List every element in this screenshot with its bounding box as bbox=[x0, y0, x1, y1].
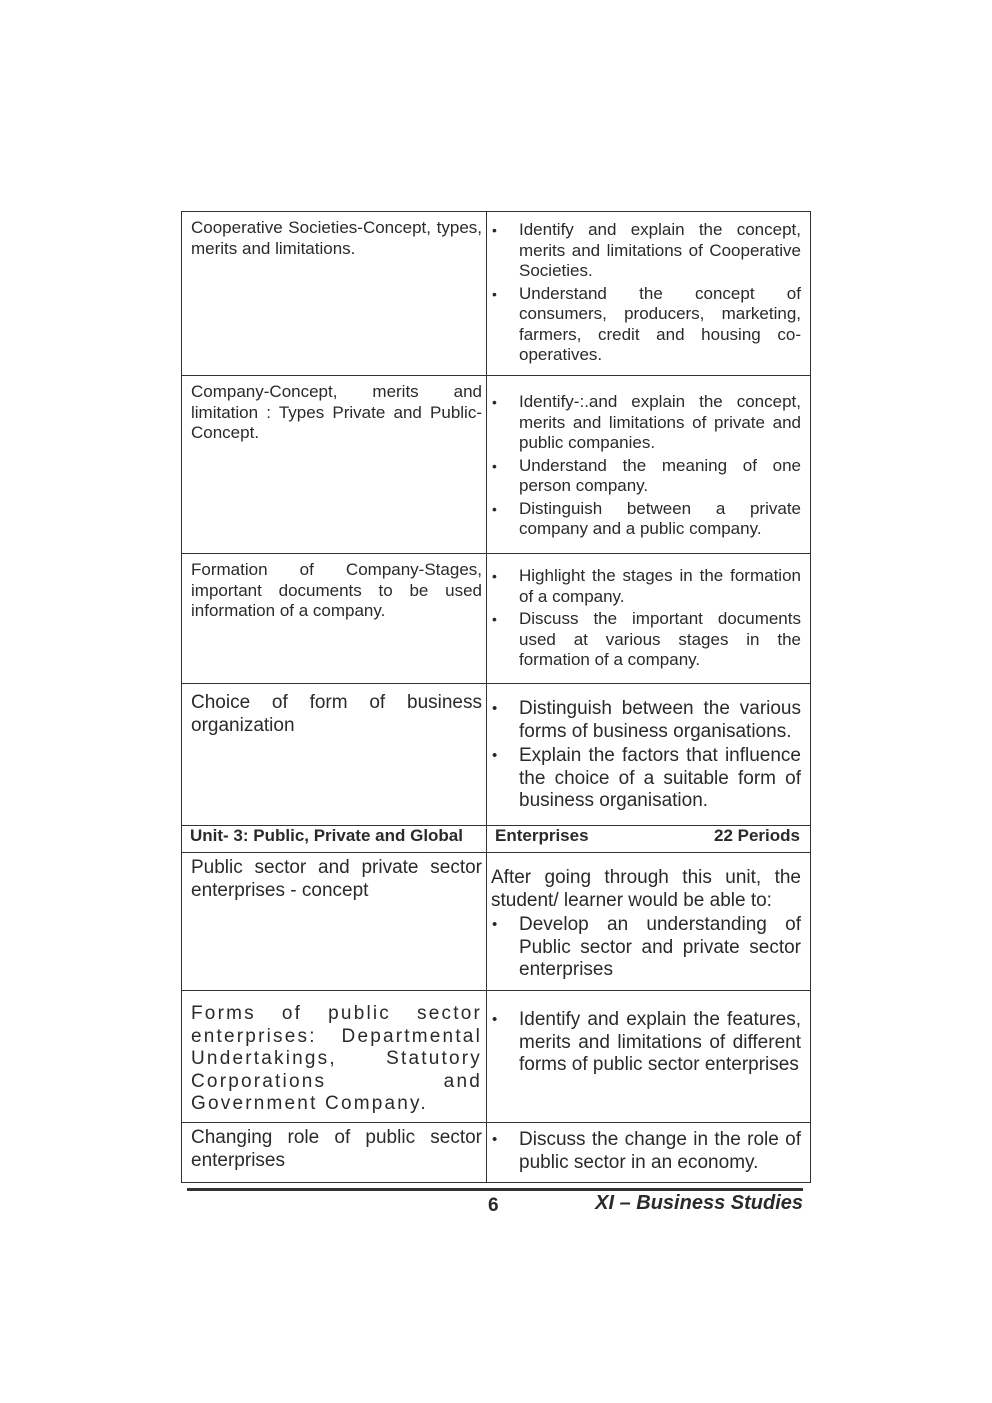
topic-cell: Changing role of public sector enterprises bbox=[191, 1127, 482, 1171]
topic-cell: Formation of Company-Stages, important documents to be used information of a company. bbox=[191, 560, 482, 620]
table-row bbox=[182, 212, 811, 376]
unit-periods: 22 Periods bbox=[714, 826, 800, 845]
outcome-item: • Develop an understanding of Public sector and private sector enterprises bbox=[519, 914, 801, 982]
outcome-item: • Discuss the important documents used at various stages in the formation of a company. bbox=[519, 609, 801, 671]
learning-outcomes bbox=[487, 376, 810, 548]
outcome-item: • Identify and explain the concept, merits and limitations of Cooperative Societies. bbox=[519, 220, 801, 282]
book-title: XI – Business Studies bbox=[595, 1192, 803, 1214]
footer-divider bbox=[187, 1188, 803, 1191]
topic-cell: Company-Concept, merits and limitation : Types Private and Public-Concept. bbox=[191, 382, 482, 442]
table-row bbox=[182, 684, 811, 826]
topic-cell: Cooperative Societies-Concept, types, merits and limitations. bbox=[191, 218, 482, 258]
unit-heading-row bbox=[182, 826, 811, 853]
outcome-item: • Explain the factors that influence the choice of a suitable form of business organisation. bbox=[519, 745, 801, 813]
syllabus-table bbox=[181, 211, 811, 1183]
learning-outcomes bbox=[487, 912, 810, 990]
outcome-item: • Discuss the change in the role of public sector in an economy. bbox=[519, 1129, 801, 1174]
topic-cell: Choice of form of business organization bbox=[191, 692, 482, 736]
outcome-item: • Identify and explain the features, merits and limitations of different forms of public sector enterprises bbox=[519, 1009, 801, 1077]
topic-cell: Forms of public sector enterprises: Departmental Undertakings, Statutory Corporations and Government Company. bbox=[191, 1003, 482, 1114]
topic-cell: Public sector and private sector enterprises - concept bbox=[191, 857, 482, 901]
outcome-item: • Understand the concept of consumers, producers, marketing, farmers, credit and housing co-operatives. bbox=[519, 284, 801, 366]
table-row bbox=[182, 991, 811, 1123]
table-row bbox=[182, 1123, 811, 1183]
learning-outcomes bbox=[487, 684, 810, 821]
learning-outcomes bbox=[487, 991, 810, 1085]
outcome-item: • Understand the meaning of one person company. bbox=[519, 456, 801, 497]
unit-title: Unit- 3: Public, Private and Global bbox=[190, 826, 463, 845]
learning-outcomes bbox=[487, 212, 810, 374]
page-number: 6 bbox=[488, 1195, 499, 1216]
outcome-item: • Highlight the stages in the formation of a company. bbox=[519, 566, 801, 607]
table-row bbox=[182, 376, 811, 554]
table-row bbox=[182, 554, 811, 684]
outcome-item: • Distinguish between a private company and a public company. bbox=[519, 499, 801, 540]
unit-title-continued: Enterprises bbox=[495, 826, 589, 845]
learning-outcomes bbox=[487, 554, 810, 679]
unit-intro: After going through this unit, the student/ learner would be able to: bbox=[491, 867, 801, 911]
table-row bbox=[182, 853, 811, 991]
outcome-item: • Identify-:.and explain the concept, merits and limitations of private and public companies. bbox=[519, 392, 801, 454]
learning-outcomes bbox=[487, 1123, 810, 1182]
outcome-item: • Distinguish between the various forms of business organisations. bbox=[519, 698, 801, 743]
